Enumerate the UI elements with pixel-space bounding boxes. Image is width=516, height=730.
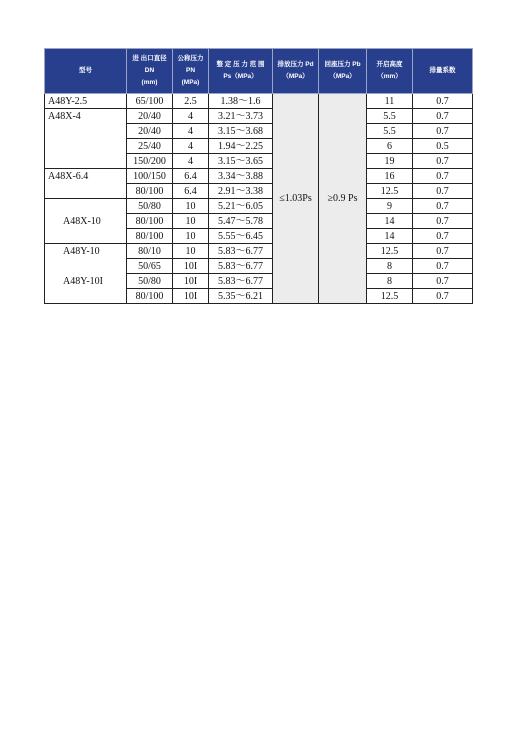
- cell-pn: 2.5: [173, 94, 209, 109]
- cell-ps: 5.83～6.77: [209, 244, 273, 259]
- cell-lift: 16: [367, 169, 413, 184]
- cell-ps: 3.15～3.68: [209, 124, 273, 139]
- cell-pn: 10: [173, 199, 209, 214]
- header-pn: 公称压力 PN (MPa): [173, 49, 209, 94]
- cell-model: A48X-6.4: [45, 169, 127, 184]
- cell-pn: 6.4: [173, 169, 209, 184]
- cell-pn: 10I: [173, 289, 209, 304]
- cell-lift: 6: [367, 139, 413, 154]
- cell-pn: 10I: [173, 259, 209, 274]
- cell-lift: 12.5: [367, 184, 413, 199]
- cell-lift: 5.5: [367, 124, 413, 139]
- header-setting-pressure: 整 定 压 力 范 围 Ps（MPa）: [209, 49, 273, 94]
- cell-discharge-pressure: ≤1.03Ps: [273, 94, 319, 304]
- cell-coef: 0.5: [413, 139, 473, 154]
- cell-dn: 65/100: [127, 94, 173, 109]
- cell-coef: 0.7: [413, 214, 473, 229]
- cell-lift: 12.5: [367, 289, 413, 304]
- cell-ps: 5.55～6.45: [209, 229, 273, 244]
- cell-dn: 80/100: [127, 214, 173, 229]
- table-row: [45, 214, 473, 229]
- cell-coef: 0.7: [413, 109, 473, 124]
- cell-coef: 0.7: [413, 229, 473, 244]
- cell-pn: 10I: [173, 274, 209, 289]
- cell-ps: 3.34～3.88: [209, 169, 273, 184]
- cell-dn: 50/65: [127, 259, 173, 274]
- cell-ps: 5.83～6.77: [209, 259, 273, 274]
- cell-model: [45, 199, 127, 214]
- cell-dn: 20/40: [127, 109, 173, 124]
- cell-coef: 0.7: [413, 94, 473, 109]
- cell-pn: 10: [173, 229, 209, 244]
- cell-lift: 14: [367, 214, 413, 229]
- cell-ps: 5.35～6.21: [209, 289, 273, 304]
- cell-model: A48X-10: [45, 214, 127, 229]
- cell-dn: 80/100: [127, 229, 173, 244]
- cell-ps: 5.83～6.77: [209, 274, 273, 289]
- table-row: [45, 259, 473, 274]
- cell-coef: 0.7: [413, 199, 473, 214]
- cell-lift: 14: [367, 229, 413, 244]
- table-row: [45, 199, 473, 214]
- cell-coef: 0.7: [413, 274, 473, 289]
- header-reseat-pressure: 回座压力 Pb （MPa）: [319, 49, 367, 94]
- table-row: [45, 139, 473, 154]
- cell-dn: 25/40: [127, 139, 173, 154]
- cell-pn: 4: [173, 109, 209, 124]
- cell-ps: 3.15～3.65: [209, 154, 273, 169]
- header-row: [45, 49, 473, 94]
- cell-model: [45, 139, 127, 154]
- cell-dn: 100/150: [127, 169, 173, 184]
- cell-coef: 0.7: [413, 124, 473, 139]
- valve-spec-table: [44, 48, 473, 304]
- cell-model: [45, 154, 127, 169]
- cell-pn: 10: [173, 214, 209, 229]
- cell-ps: 5.47～5.78: [209, 214, 273, 229]
- table-row: [45, 94, 473, 109]
- table-row: [45, 109, 473, 124]
- table-row: [45, 124, 473, 139]
- cell-model: A48Y-10I: [45, 274, 127, 289]
- cell-ps: 1.94～2.25: [209, 139, 273, 154]
- cell-pn: 10: [173, 244, 209, 259]
- cell-model: A48Y-2.5: [45, 94, 127, 109]
- cell-coef: 0.7: [413, 244, 473, 259]
- header-model: 型号: [45, 49, 127, 94]
- cell-dn: 20/40: [127, 124, 173, 139]
- cell-reseat-pressure: ≥0.9 Ps: [319, 94, 367, 304]
- cell-pn: 4: [173, 124, 209, 139]
- cell-model: [45, 229, 127, 244]
- cell-dn: 150/200: [127, 154, 173, 169]
- cell-lift: 11: [367, 94, 413, 109]
- cell-model: A48Y-10: [45, 244, 127, 259]
- cell-lift: 19: [367, 154, 413, 169]
- cell-lift: 5.5: [367, 109, 413, 124]
- cell-dn: 80/100: [127, 289, 173, 304]
- table-row: [45, 274, 473, 289]
- cell-model: A48X-4: [45, 109, 127, 124]
- cell-dn: 50/80: [127, 274, 173, 289]
- cell-pn: 6.4: [173, 184, 209, 199]
- cell-lift: 9: [367, 199, 413, 214]
- table-row: [45, 154, 473, 169]
- cell-dn: 50/80: [127, 199, 173, 214]
- table-row: [45, 289, 473, 304]
- cell-coef: 0.7: [413, 169, 473, 184]
- header-dn: 进 出口直径 DN (mm): [127, 49, 173, 94]
- cell-coef: 0.7: [413, 154, 473, 169]
- cell-model: [45, 184, 127, 199]
- cell-lift: 8: [367, 274, 413, 289]
- cell-model: [45, 259, 127, 274]
- cell-pn: 4: [173, 154, 209, 169]
- table-row: [45, 244, 473, 259]
- cell-coef: 0.7: [413, 259, 473, 274]
- cell-lift: 12.5: [367, 244, 413, 259]
- cell-ps: 1.38～1.6: [209, 94, 273, 109]
- cell-dn: 80/100: [127, 184, 173, 199]
- cell-lift: 8: [367, 259, 413, 274]
- cell-ps: 5.21～6.05: [209, 199, 273, 214]
- cell-model: [45, 289, 127, 304]
- cell-ps: 3.21～3.73: [209, 109, 273, 124]
- table-row: [45, 169, 473, 184]
- header-coefficient: 排量系数: [413, 49, 473, 94]
- cell-ps: 2.91～3.38: [209, 184, 273, 199]
- cell-dn: 80/10: [127, 244, 173, 259]
- cell-pn: 4: [173, 139, 209, 154]
- cell-coef: 0.7: [413, 289, 473, 304]
- header-lift: 开启高度 （mm）: [367, 49, 413, 94]
- header-discharge-pressure: 排放压力 Pd （MPa）: [273, 49, 319, 94]
- cell-model: [45, 124, 127, 139]
- cell-coef: 0.7: [413, 184, 473, 199]
- table-row: [45, 229, 473, 244]
- table-row: [45, 184, 473, 199]
